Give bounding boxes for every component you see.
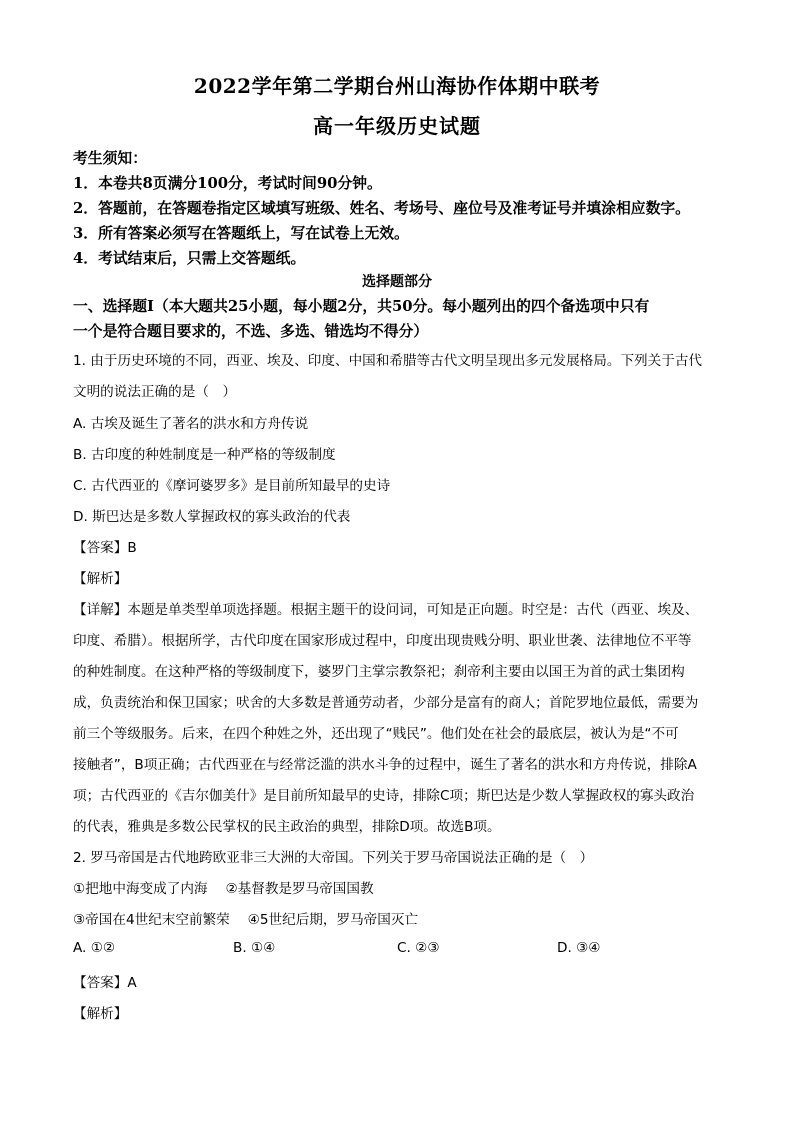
statements-line: ①把地中海变成了内海 ②基督教是罗马帝国国教 — [73, 881, 374, 897]
option-c: C. ②③ — [397, 940, 440, 956]
question-stem: 文明的说法正确的是（ ） — [73, 384, 237, 400]
question-stem: 2. 罗马帝国是古代地跨欧亚非三大洲的大帝国。下列关于罗马帝国说法正确的是（ ） — [73, 850, 594, 866]
exam-title: 2022学年第二学期台州山海协作体期中联考 — [193, 74, 601, 98]
answer-label: 【答案】B — [73, 540, 137, 556]
option-a: A. ①② — [73, 940, 116, 956]
exam-subtitle: 高一年级历史试题 — [313, 114, 481, 138]
notice-item: 4．考试结束后，只需上交答题纸。 — [73, 250, 306, 267]
notice-item: 2．答题前，在答题卷指定区域填写班级、姓名、考场号、座位号及准考证号并填涂相应数字。 — [73, 200, 690, 217]
analysis-text: 印度、希腊）。根据所学，古代印度在国家形成过程中，印度出现贵贱分明、职业世袭、法律地位不平等 — [73, 633, 692, 649]
notice-heading: 考生须知： — [73, 150, 147, 167]
analysis-label: 【解析】 — [73, 1006, 128, 1022]
statements-line: ③帝国在4世纪末空前繁荣 ④5世纪后期，罗马帝国灭亡 — [73, 912, 419, 928]
notice-item: 1．本卷共8页满分100分，考试时间90分钟。 — [73, 175, 382, 192]
option-d: D. ③④ — [557, 940, 601, 956]
option-d: D. 斯巴达是多数人掌握政权的寡头政治的代表 — [73, 509, 351, 525]
section-instruction: 一、选择题Ⅰ（本大题共25小题，每小题2分，共50分。每小题列出的四个备选项中只有 — [73, 298, 650, 315]
notice-item: 3．所有答案必须写在答题纸上，写在试卷上无效。 — [73, 225, 409, 242]
analysis-label: 【解析】 — [73, 571, 128, 587]
analysis-text: 项；古代西亚的《吉尔伽美什》是目前所知最早的史诗，排除C项；斯巴达是少数人掌握政权的寡头政治 — [73, 788, 695, 804]
section-instruction: 一个是符合题目要求的，不选、多选、错选均不得分） — [73, 323, 429, 340]
question-stem: 1. 由于历史环境的不同，西亚、埃及、印度、中国和希腊等古代文明呈现出多元发展格局。下列关于古代 — [73, 353, 703, 369]
section-title: 选择题部分 — [362, 274, 432, 290]
option-b: B. 古印度的种姓制度是一种严格的等级制度 — [73, 447, 336, 463]
option-c: C. 古代西亚的《摩诃婆罗多》是目前所知最早的史诗 — [73, 478, 391, 494]
analysis-text: 【详解】本题是单类型单项选择题。根据主题干的设问词，可知是正向题。时空是：古代（西亚、埃及、 — [73, 602, 699, 618]
option-a: A. 古埃及诞生了著名的洪水和方舟传说 — [73, 416, 309, 432]
analysis-text: 的种姓制度。在这种严格的等级制度下，婆罗门主掌宗教祭祀；刹帝利主要由以国王为首的武士集团构 — [73, 664, 685, 680]
analysis-text: 前三个等级服务。后来，在四个种姓之外，还出现了“贱民”。他们处在社会的最底层，被认为是“不可 — [73, 726, 679, 742]
analysis-text: 的代表，雅典是多数公民掌权的民主政治的典型，排除D项。故选B项。 — [73, 819, 501, 835]
answer-label: 【答案】A — [73, 975, 137, 991]
analysis-text: 成，负责统治和保卫国家；吠舍的大多数是普通劳动者，少部分是富有的商人；首陀罗地位最低，需要为 — [73, 695, 699, 711]
option-b: B. ①④ — [233, 940, 276, 956]
analysis-text: 接触者”，B项正确；古代西亚在与经常泛滥的洪水斗争的过程中，诞生了著名的洪水和方舟传说，排除A — [73, 757, 697, 773]
